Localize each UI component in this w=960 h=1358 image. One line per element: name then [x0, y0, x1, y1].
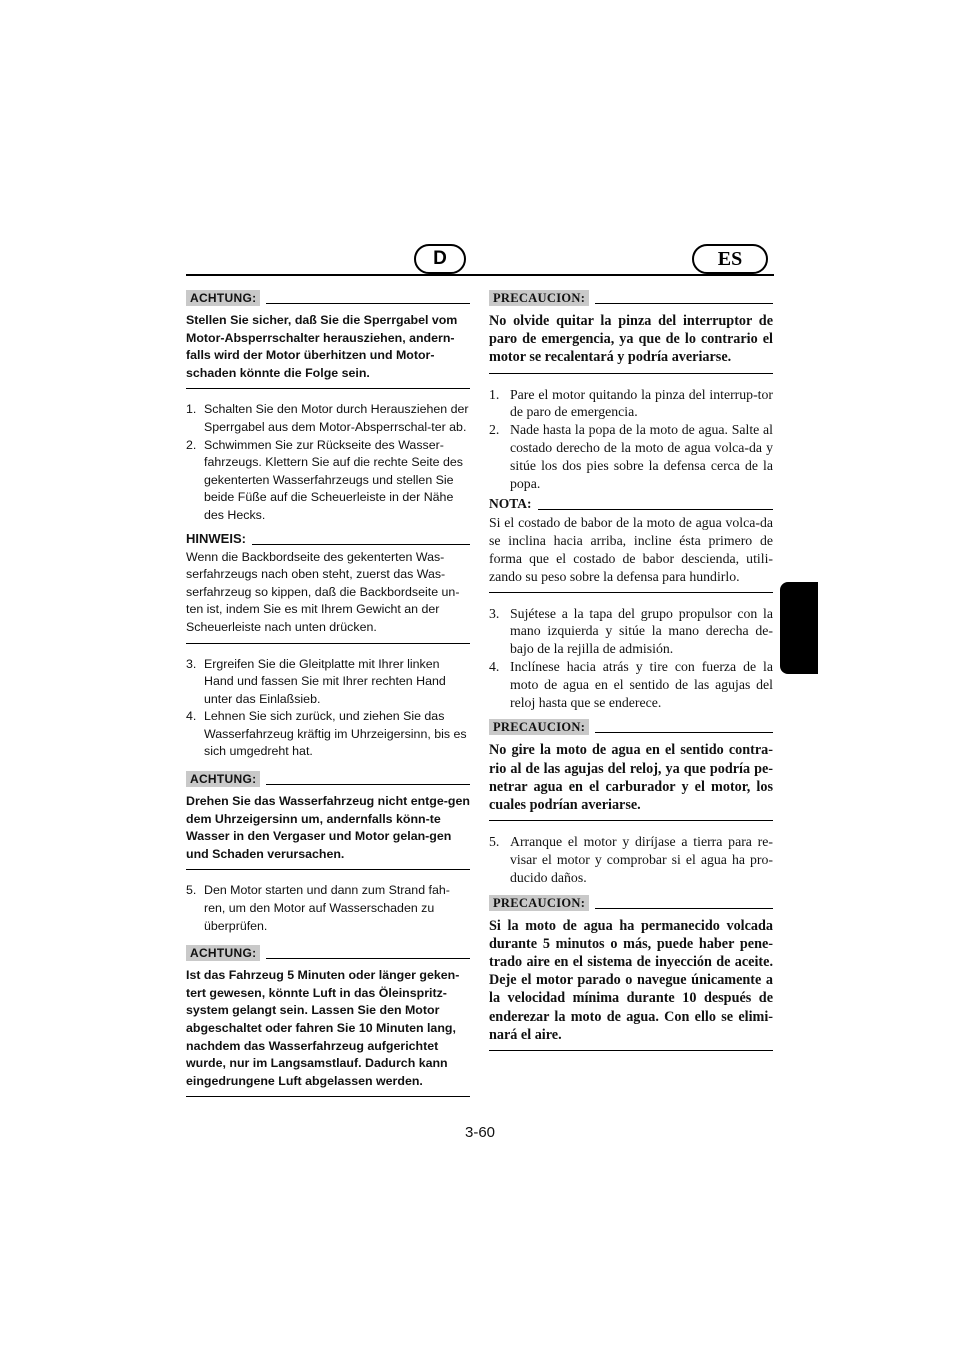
list-item: 2. Schwimmen Sie zur Rückseite des Wasser-fahrzeugs. Klettern Sie auf die rechte Seite des gekenterten Wasserfahrzeugs und stellen Sie beide Füße auf die Scheuerleiste in der Nähe des Hecks.	[186, 437, 463, 522]
list-item: 1. Schalten Sie den Motor durch Herausziehen der Sperrgabel aus dem Motor-Absperrschal-ter ab.	[186, 402, 469, 434]
caution-block-2	[489, 719, 773, 821]
caution-label: PRECAUCION:	[489, 719, 589, 735]
page-header	[186, 244, 774, 278]
spanish-column	[489, 290, 773, 1063]
steps-list-2	[489, 605, 773, 712]
list-item: 3. Sujétese a la tapa del grupo propulsor con la mano izquierda y sitúe la mano derecha de-bajo de la rejilla de admisión.	[489, 605, 773, 657]
list-item: 4. Lehnen Sie sich zurück, und ziehen Sie das Wasserfahrzeug kräftig im Uhrzeigersinn, bis es sich umgedreht hat.	[186, 709, 467, 759]
language-badge-german: D	[414, 244, 466, 274]
steps-list-1	[186, 401, 470, 524]
german-column	[186, 290, 470, 1109]
steps-list-3	[489, 833, 773, 886]
caution-text: No olvide quitar la pinza del interruptor de paro de emergencia, ya que de lo contrario el motor se recalentará y podría averiarse.	[489, 312, 773, 374]
caution-label: ACHTUNG:	[186, 945, 260, 961]
caution-label: PRECAUCION:	[489, 895, 589, 911]
language-badge-spanish: ES	[692, 244, 768, 274]
note-label: NOTA:	[489, 496, 532, 512]
caution-block-1	[489, 290, 773, 374]
caution-text: Ist das Fahrzeug 5 Minuten oder länger geken-tert gewesen, könnte Luft in das Öleinspritz-system gelangt sein. Lassen Sie den Motor abgeschaltet oder fahren Sie 10 Minuten lang, nachdem das Wasserfahrzeug aufgerichtet wurde, nur im Langsamstlauf. Dadurch kann eingedrungene Luft abgelassen werden.	[186, 967, 470, 1097]
note-text: Wenn die Backbordseite des gekenterten Was-serfahrzeugs nach oben steht, zuerst das Was-serfahrzeug so kippen, daß die Backbordseite un-ten ist, indem Sie es mit Ihrem Gewicht an der Scheuerleiste nach unten drücken.	[186, 549, 470, 644]
caution-text: Drehen Sie das Wasserfahrzeug nicht entge-gen dem Uhrzeigersinn um, andernfalls könn-te Wasser in den Vergaser und Motor gelan-gen und Schaden verursachen.	[186, 793, 470, 870]
header-rule	[186, 274, 774, 276]
caution-block-2	[186, 771, 470, 870]
list-item: 1. Pare el motor quitando la pinza del interrup-tor de paro de emergencia.	[489, 386, 773, 420]
list-item: 3. Ergreifen Sie die Gleitplatte mit Ihrer linken Hand und fassen Sie mit Ihrer rechten Hand unter das Einlaßsieb.	[186, 656, 446, 706]
caution-block-3	[186, 945, 470, 1097]
steps-list-1	[489, 386, 773, 493]
list-item: 5. Den Motor starten und dann zum Strand fah-ren, um den Motor auf Wasserschaden zu überprüfen.	[186, 883, 450, 933]
caution-label: PRECAUCION:	[489, 290, 589, 306]
note-block	[186, 531, 470, 644]
list-item: 5. Arranque el motor y diríjase a tierra para re-visar el motor y comprobar si el agua ha pro-ducido daños.	[489, 834, 773, 885]
caution-text: Si la moto de agua ha permanecido volcada durante 5 minutos o más, puede haber pene-trado aire en el sistema de inyección de aceite. Deje el motor parado o navegue únicamente a la velocidad mínima durante 10 después de enderezar la moto de agua. Con ello se elimi-nará el aire.	[489, 917, 773, 1051]
note-block	[489, 496, 773, 592]
note-label: HINWEIS:	[186, 530, 246, 546]
note-text: Si el costado de babor de la moto de agua volca-da se inclina hacia arriba, incline ésta primero de forma que el costado de babor descienda, utili-zando su peso sobre la defensa para hundirlo.	[489, 514, 773, 592]
steps-list-3	[186, 882, 470, 935]
chapter-thumb-tab	[780, 582, 818, 674]
caution-block-1	[186, 290, 470, 389]
caution-label: ACHTUNG:	[186, 771, 260, 787]
list-item: 2. Nade hasta la popa de la moto de agua. Salte al costado derecho de la moto de agua volca-da y sitúe los dos pies sobre la defensa cerca de la popa.	[489, 422, 773, 491]
steps-list-2	[186, 656, 470, 762]
caution-text: No gire la moto de agua en el sentido contra-rio al de las agujas del reloj, ya que podría pe-netrar agua en el carburador y el motor, los cuales podrían averiarse.	[489, 741, 773, 821]
caution-label: ACHTUNG:	[186, 290, 260, 306]
list-item: 4. Inclínese hacia atrás y tire con fuerza de la moto de agua en el sentido de las agujas del reloj hasta que se enderece.	[489, 658, 773, 710]
page-number: 3-60	[464, 1124, 496, 1141]
caution-block-3	[489, 895, 773, 1051]
caution-text: Stellen Sie sicher, daß Sie die Sperrgabel vom Motor-Absperrschalter herausziehen, andern-falls wird der Motor überhitzen und Motor-schaden könnte die Folge sein.	[186, 312, 470, 389]
